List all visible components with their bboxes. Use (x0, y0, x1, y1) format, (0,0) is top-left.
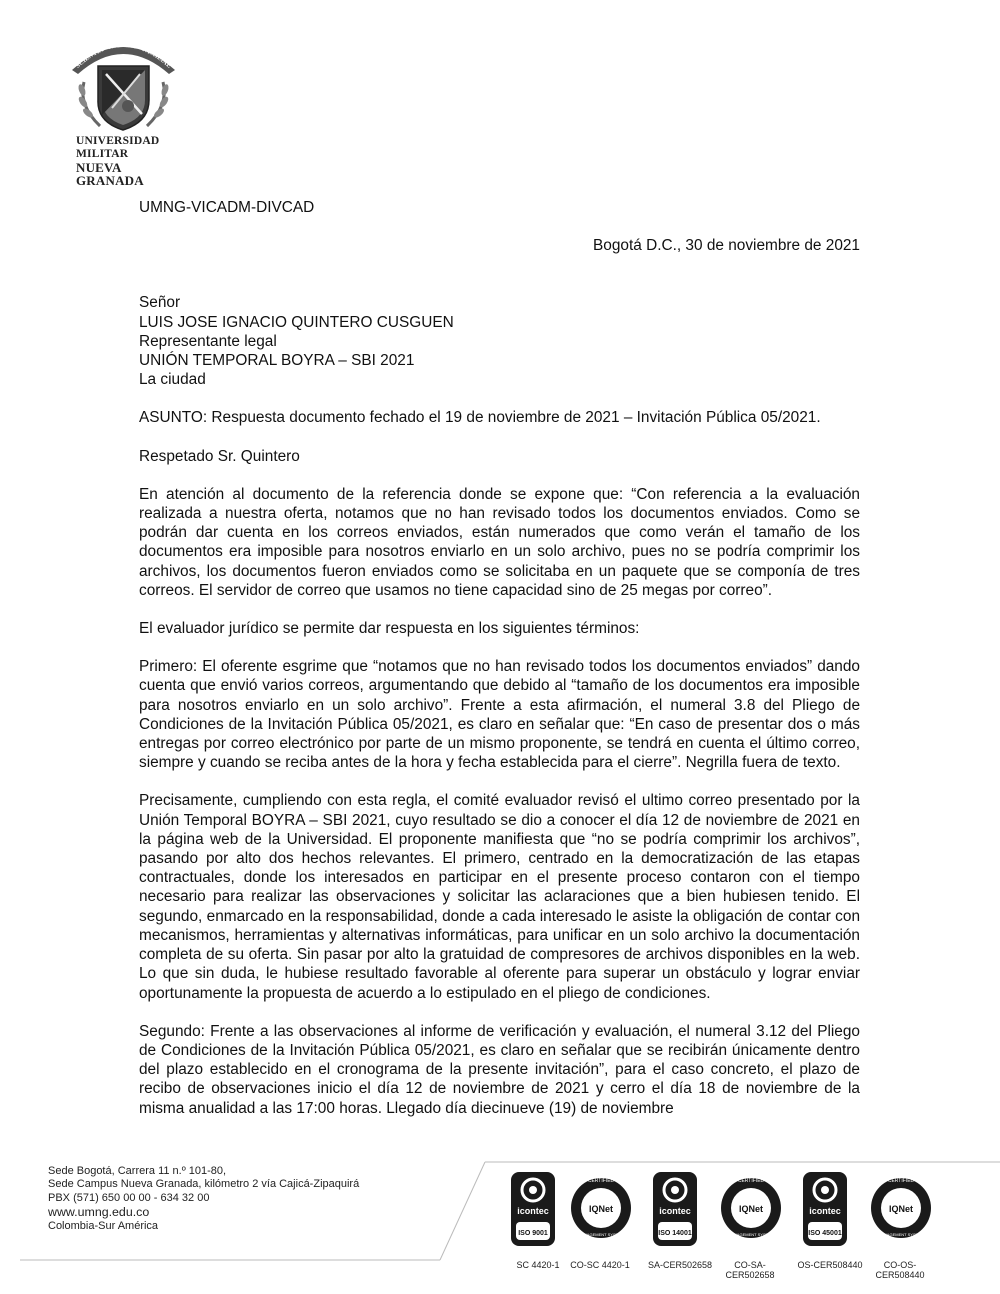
certification-code: OS-CER508440 (797, 1260, 863, 1270)
badge-bottom-text: MANAGEMENT SYSTEM (877, 1232, 925, 1237)
certification-badges (500, 1168, 950, 1278)
badge-brand: IQNet (888, 1204, 914, 1214)
subject-line: ASUNTO: Respuesta documento fechado el 19 de noviembre de 2021 – Invitación Pública 05/2021. (139, 409, 821, 427)
region-text: Colombia-Sur América (48, 1219, 159, 1232)
address-campus: Sede Campus Nueva Granada, kilómetro 2 vía Cajicá-Zipaquirá (48, 1178, 360, 1191)
certification-code: CO-SC 4420-1 (570, 1260, 630, 1270)
letter-body (139, 198, 860, 1118)
greeting: Respetado Sr. Quintero (139, 447, 300, 465)
certification-code: CO-SA-CER502658 (725, 1260, 775, 1280)
icontec-badge-icon (650, 1168, 712, 1250)
address-bogota: Sede Bogotá, Carrera 11 n.º 101-80, (48, 1165, 227, 1177)
badge-standard: ISO 45001 (808, 1230, 842, 1237)
paragraph: Primero: El oferente esgrime que “notamos que no han revisado todos los documentos enviados” dando cuenta que envió varios correos, argumentando que debido al “tamaño de los documentos era imposible para nosotros enviarlo en un solo archivo”. Frente a esta afirmación, el numeral 3.8 del Pliego de Condiciones de la Invitación Pública 05/2021, es claro en señalar que: “En caso de presentar dos o más entregas por correo electrónico por parte de un mismo proponente, se tendrá en cuenta el último correo, siempre y cuando se reciba antes de la hora y fecha establecida para el cierre”. Negrilla fuera de texto. (139, 658, 860, 772)
logo-motto: SCIENTIA · PATRIAE · FAMILIAE (74, 41, 173, 70)
badge-top-text: CERTIFIED (887, 1178, 915, 1184)
footer-address (48, 1165, 359, 1233)
badge-top-text: CERTIFIED (587, 1178, 615, 1184)
phone-number: PBX (571) 650 00 00 - 634 32 00 (48, 1191, 210, 1204)
badge-top-text: CERTIFIED (737, 1178, 765, 1184)
university-name-line1: UNIVERSIDAD MILITAR (76, 135, 160, 160)
badge-brand: icontec (659, 1206, 691, 1216)
iqnet-badge-icon (870, 1168, 932, 1250)
badge-standard: ISO 9001 (518, 1230, 548, 1237)
iqnet-badge-icon (720, 1168, 782, 1250)
paragraph: El evaluador jurídico se permite dar respuesta en los siguientes términos: (139, 620, 640, 638)
university-crest-icon (66, 30, 181, 135)
certification-code: SA-CER502658 (647, 1260, 713, 1270)
university-name-line2: NUEVA GRANADA (76, 160, 144, 188)
recipient-block (139, 293, 860, 389)
badge-bottom-text: MANAGEMENT SYSTEM (727, 1232, 775, 1237)
recipient-role: Representante legal (139, 332, 277, 350)
letter-date: Bogotá D.C., 30 de noviembre de 2021 (593, 237, 860, 255)
badge-standard: ISO 14001 (658, 1230, 692, 1237)
certification-code: CO-OS-CER508440 (875, 1260, 925, 1280)
badge-bottom-text: MANAGEMENT SYSTEM (577, 1232, 625, 1237)
university-logo (66, 30, 181, 188)
recipient-company: UNIÓN TEMPORAL BOYRA – SBI 2021 (139, 352, 415, 370)
website-link[interactable]: www.umng.edu.co (48, 1205, 150, 1220)
badge-brand: icontec (809, 1206, 841, 1216)
recipient-city: La ciudad (139, 371, 206, 389)
certification-code: SC 4420-1 (516, 1260, 560, 1270)
badge-brand: icontec (517, 1206, 549, 1216)
badge-brand: IQNet (738, 1204, 764, 1214)
paragraph: En atención al documento de la referencia donde se expone que: “Con referencia a la evaluación realizada a nuestra oferta, notamos que no han revisado todos los documentos enviados. Como se podrán dar cuenta en los correos enviados, están numerados que como verán el tamaño de los documentos era imposible para nosotros enviarlo en un solo archivo, pues no se podría comprimir los archivos, los documentos fueron enviados como se solicitaba en un paquete que se componía de tres correos. El servidor de correo que usamos no tiene capacidad sino de 25 megas por correo”. (139, 485, 860, 599)
iqnet-badge-icon (570, 1168, 632, 1250)
reference-code: UMNG-VICADM-DIVCAD (139, 199, 315, 216)
icontec-badge-icon (800, 1168, 862, 1250)
recipient-salutation: Señor (139, 294, 181, 312)
badge-brand: IQNet (588, 1204, 614, 1214)
paragraph: Segundo: Frente a las observaciones al informe de verificación y evaluación, el numeral 3.12 del Pliego de Condiciones de la Invitación Pública 05/2021, es claro en señalar que se recibirán únicamente dentro del plazo establecido en el cronograma de la presente invitación”, para el caso concreto, el plazo de recibo de observaciones inicio el día 12 de noviembre de 2021 y cerro el día 18 de noviembre de la misma anualidad a las 17:00 horas. Llegado día diecinueve (19) de noviembre (139, 1022, 860, 1117)
university-name (76, 135, 181, 187)
paragraph: Precisamente, cumpliendo con esta regla, el comité evaluador revisó el ultimo correo presentado por la Unión Temporal BOYRA – SBI 2021, cuyo resultado se dio a conocer el día 12 de noviembre de 2021 en la página web de la Universidad. El proponente manifiesta que “no se podría comprimir los archivos”, pasando por alto dos hechos relevantes. El primero, centrado en la democratización de las etapas contractuales, donde los interesados en participar en el presente proceso contaron con el tiempo necesario para realizar las observaciones y solicitar las aclaraciones que a bien hubiesen tenido. El segundo, enmarcado en la responsabilidad, donde a cada interesado le asiste la obligación de contar con mecanismos, herramientas y alternativas informáticas, para unificar en un solo archivo la documentación completa de su oferta. Sin pasar por alto la gratuidad de compresores de archivos disponibles en la web. Lo que sin duda, le hubiese resultado favorable al oferente para superar un obstáculo y lograr enviar oportunamente la propuesta de acuerdo a lo estipulado en el pliego de condiciones. (139, 792, 860, 1002)
icontec-badge-icon (508, 1168, 570, 1250)
recipient-name: LUIS JOSE IGNACIO QUINTERO CUSGUEN (139, 313, 454, 331)
